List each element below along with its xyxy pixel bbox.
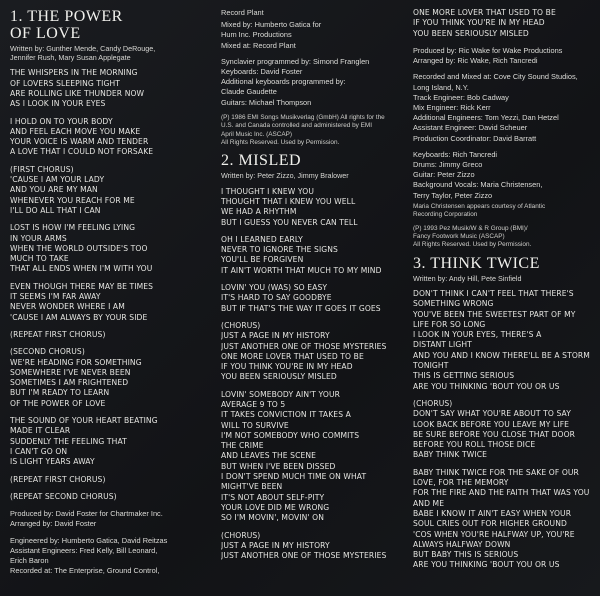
- column-middle: [221, 8, 409, 592]
- lyric-stanza: I HOLD ON TO YOUR BODY AND FEEL EACH MOVE YOU MAKE YOUR VOICE IS WARM AND TENDER A LOVE THAT I COULD NOT FORSAKE: [10, 116, 154, 157]
- lyric-stanza: DON'T THINK I CAN'T FEEL THAT THERE'S SOMETHING WRONG YOU'VE BEEN THE SWEETEST PART OF MY LIFE FOR SO LONG I LOOK IN YOUR EYES, THERE'S A DISTANT LIGHT AND YOU AND I KNOW THERE'LL BE A STORM TONIGHT THIS IS GETTING SERIOUS ARE YOU THINKING 'BOUT YOU OR US: [413, 288, 590, 391]
- lyric-stanza: THE WHISPERS IN THE MORNING OF LOVERS SLEEPING TIGHT ARE ROLLING LIKE THUNDER NOW AS I LOOK IN YOUR EYES: [10, 68, 145, 109]
- lyric-stanza: OH I LEARNED EARLY NEVER TO IGNORE THE SIGNS YOU'LL BE FORGIVEN IT AIN'T WORTH THAT MUCH TO MY MIND: [221, 234, 382, 275]
- lyric-stanza: LOVIN' SOMEBODY AIN'T YOUR AVERAGE 9 TO 5 IT TAKES CONVICTION IT TAKES A WILL TO SURVIVE I'M NOT SOMEBODY WHO COMMITS THE CRIME AND LEAVES THE SCENE BUT WHEN I'VE BEEN DISSED I DON'T SPEND MUCH TIME ON WHAT MIGHT'VE BEEN IT'S NOT ABOUT SELF-PITY YOUR LOVE DID ME WRONG SO I'M MOVIN', MOVIN' ON: [221, 389, 367, 523]
- lyric-stanza: (SECOND CHORUS) WE'RE HEADING FOR SOMETHING SOMEWHERE I'VE NEVER BEEN SOMETIMES I AM FRIGHTENED BUT I'M READY TO LEARN OF THE POWER OF LOVE: [10, 347, 142, 408]
- lyric-stanza: (CHORUS) DON'T SAY WHAT YOU'RE ABOUT TO SAY LOOK BACK BEFORE YOU LEAVE MY LIFE BE SURE BEFORE YOU CLOSE THAT DOOR BEFORE YOU ROLL THOSE DICE BABY THINK TWICE: [413, 398, 576, 460]
- songwriter-credit: Written by: Gunther Mende, Candy DeRouge, Jennifer Rush, Mary Susan Applegate: [10, 44, 156, 63]
- lyric-stanza: (REPEAT SECOND CHORUS): [10, 491, 117, 501]
- recording-credits: Recorded and Mixed at: Cove City Sound Studios, Long Island, N.Y. Track Engineer: Bob Cadway Mix Engineer: Rick Kerr Additional Engineers: Tom Yezzi, Dan Hetzel Assistant Engineer: David Scheuer Production Coordinator: David Barratt: [413, 72, 578, 143]
- musician-credits: Synclavier programmed by: Simond Franglen Keyboards: David Foster Additional keyboards programmed by: Claude Gaudette Guitars: Michael Thompson: [221, 56, 370, 107]
- lyric-stanza: (REPEAT FIRST CHORUS): [10, 474, 106, 484]
- lyric-stanza: (FIRST CHORUS) 'CAUSE I AM YOUR LADY AND YOU ARE MY MAN WHENEVER YOU REACH FOR ME I'LL DO ALL THAT I CAN: [10, 164, 135, 215]
- production-credits: Produced by: Ric Wake for Wake Productions Arranged by: Ric Wake, Rich Tancredi: [413, 45, 563, 66]
- songwriter-credit: Written by: Andy Hill, Pete Sinfield: [413, 273, 522, 283]
- courtesy-notice: Maria Christensen appears courtesy of Atlantic Recording Corporation: [413, 202, 546, 219]
- song-title-think-twice: 3. THINK TWICE: [413, 254, 540, 272]
- studio-credit: Record Plant: [221, 8, 264, 17]
- lyric-stanza: ONE MORE LOVER THAT USED TO BE IF YOU THINK YOU'RE IN MY HEAD YOU BEEN SERIOUSLY MISLED: [413, 8, 556, 38]
- production-credits: Produced by: David Foster for Chartmaker Inc. Arranged by: David Foster: [10, 509, 163, 529]
- song-title-misled: 2. MISLED: [221, 152, 302, 170]
- column-right: [413, 8, 598, 592]
- mixing-credits: Mixed by: Humberto Gatica for Hum Inc. Productions Mixed at: Record Plant: [221, 20, 322, 50]
- lyric-stanza: LOVIN' YOU (WAS) SO EASY IT'S HARD TO SAY GOODBYE BUT IF THAT'S THE WAY IT GOES IT GOES: [221, 283, 381, 313]
- lyric-stanza: I THOUGHT I KNEW YOU THOUGHT THAT I KNEW YOU WELL WE HAD A RHYTHM BUT I GUESS YOU NEVER CAN TELL: [221, 186, 358, 227]
- lyric-stanza: BABY THINK TWICE FOR THE SAKE OF OUR LOVE, FOR THE MEMORY FOR THE FIRE AND THE FAITH THAT WAS YOU AND ME BABE I KNOW IT AIN'T EASY WHEN YOUR SOUL CRIES OUT FOR HIGHER GROUND 'COS WHEN YOU'RE HALFWAY UP, YOU'RE ALWAYS HALFWAY DOWN BUT BABY THIS IS SERIOUS ARE YOU THINKING 'BOUT YOU OR US: [413, 467, 590, 570]
- engineering-credits: Engineered by: Humberto Gatica, David Reitzas Assistant Engineers: Fred Kelly, Bill Leonard, Erich Baron Recorded at: The Enterprise, Ground Control,: [10, 535, 168, 576]
- lyric-stanza: (REPEAT FIRST CHORUS): [10, 329, 106, 339]
- copyright-notice: (P) 1986 EMI Songs Musikverlag (GmbH) All rights for the U.S. and Canada controlled and administered by EMI April Music Inc. (ASCAP) All Rights Reserved. Used by Permission.: [221, 113, 385, 147]
- lyric-stanza: THE SOUND OF YOUR HEART BEATING MADE IT CLEAR SUDDENLY THE FEELING THAT I CAN'T GO ON IS LIGHT YEARS AWAY: [10, 416, 158, 467]
- musician-credits: Keyboards: Rich Tancredi Drums: Jimmy Greco Guitar: Peter Zizzo Background Vocals: Maria Christensen, Terry Taylor, Peter Zizzo: [413, 149, 543, 200]
- lyric-stanza: (CHORUS) JUST A PAGE IN MY HISTORY JUST ANOTHER ONE OF THOSE MYSTERIES: [221, 530, 387, 561]
- copyright-notice: (P) 1993 Pez Musik/W & R Group (BMI)/ Fancy Footwork Music (ASCAP) All Rights Reserved. Used by Permission.: [413, 224, 532, 249]
- lyric-stanza: EVEN THOUGH THERE MAY BE TIMES IT SEEMS I'M FAR AWAY NEVER WONDER WHERE I AM 'CAUSE I AM ALWAYS BY YOUR SIDE: [10, 281, 154, 322]
- songwriter-credit: Written by: Peter Zizzo, Jimmy Bralower: [221, 171, 349, 181]
- lyric-stanza: LOST IS HOW I'M FEELING LYING IN YOUR ARMS WHEN THE WORLD OUTSIDE'S TOO MUCH TO TAKE THAT ALL ENDS WHEN I'M WITH YOU: [10, 223, 153, 274]
- lyric-stanza: (CHORUS) JUST A PAGE IN MY HISTORY JUST ANOTHER ONE OF THOSE MYSTERIES ONE MORE LOVER THAT USED TO BE IF YOU THINK YOU'RE IN MY HEAD YOU BEEN SERIOUSLY MISLED: [221, 320, 387, 382]
- song-title-power-of-love: 1. THE POWER OF LOVE: [10, 8, 123, 42]
- column-left: [10, 8, 210, 592]
